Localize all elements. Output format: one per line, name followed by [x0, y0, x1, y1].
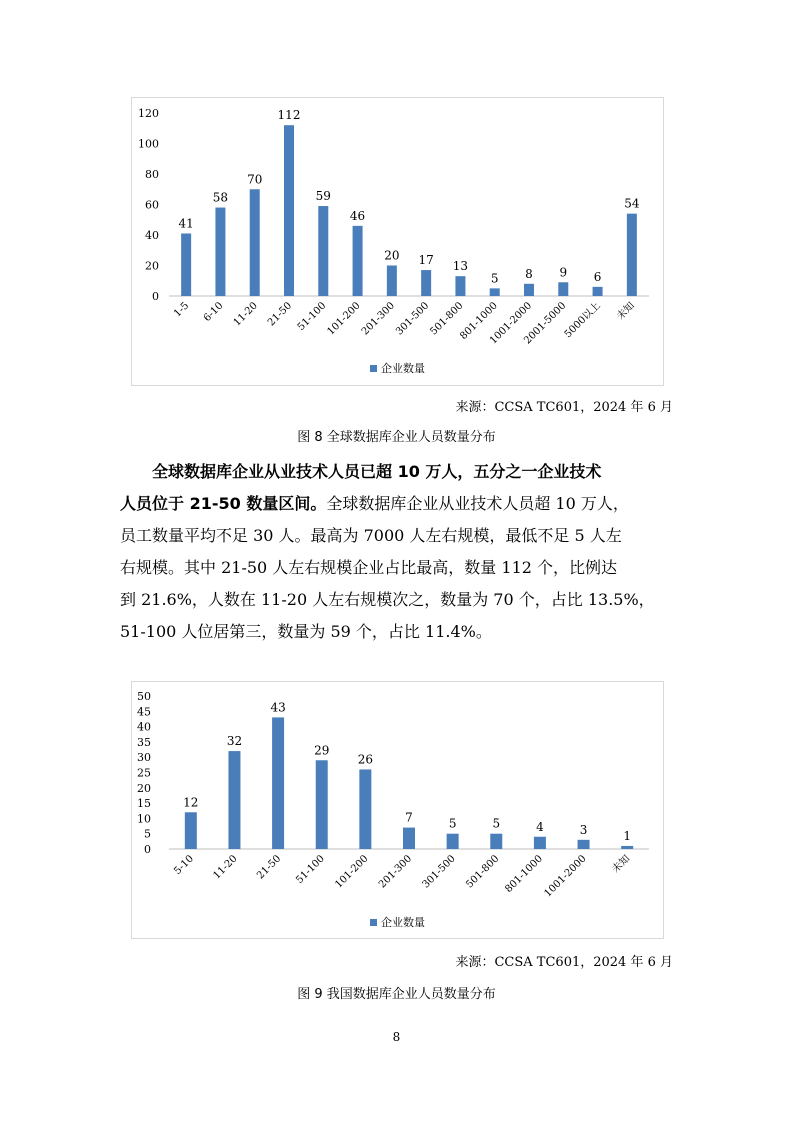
bar [447, 834, 459, 849]
y-tick-label: 0 [152, 290, 159, 303]
x-tick-label: 501-800 [428, 300, 466, 338]
paragraph-line-5 [120, 584, 692, 616]
data-label: 5 [490, 271, 499, 286]
paragraph-line-3 [120, 520, 692, 552]
bar [524, 284, 534, 296]
paragraph-text: 员工数量平均不足 30 人。最高为 7000 人左右规模，最低不足 5 人左 [120, 526, 622, 545]
bar [534, 837, 546, 849]
y-tick-label: 35 [137, 735, 151, 749]
x-tick-label: 1001-2000 [542, 853, 589, 900]
figure-9-chart [131, 681, 664, 939]
figure-8-source: 来源：CCSA TC601，2024 年 6 月 [455, 400, 673, 415]
data-label: 8 [525, 266, 533, 281]
y-tick-label: 100 [138, 137, 159, 151]
x-tick-label: 301-500 [394, 300, 432, 338]
figure-8-legend [370, 360, 425, 376]
x-tick-label: 801-1000 [458, 300, 500, 343]
paragraph-text: 到 21.6%，人数在 11-20 人左右规模次之，数量为 70 个，占比 13.5%， [120, 590, 655, 609]
data-label: 46 [349, 208, 366, 223]
paragraph-line-2 [120, 488, 692, 520]
paragraph-line-1 [120, 456, 692, 488]
x-tick-label: 51-100 [294, 853, 327, 887]
page-number: 8 [392, 1030, 401, 1044]
y-tick-label: 20 [145, 259, 159, 273]
y-tick-label: 45 [137, 705, 151, 719]
body-paragraph [120, 456, 692, 648]
x-tick-label: 1-5 [172, 300, 192, 320]
bar [215, 208, 225, 296]
x-tick-label: 101-200 [325, 300, 363, 338]
x-tick-label: 201-300 [359, 300, 397, 338]
y-tick-label: 40 [137, 720, 151, 734]
x-tick-label: 801-1000 [503, 853, 546, 896]
data-label: 17 [418, 253, 434, 268]
data-label: 70 [247, 172, 263, 187]
paragraph-bold-text: 人员位于 21-50 数量区间。 [120, 494, 327, 513]
figure-9-source: 来源：CCSA TC601，2024 年 6 月 [455, 955, 673, 970]
x-tick-label: 5000以上 [562, 300, 603, 341]
x-tick-label: 5-10 [172, 853, 196, 878]
paragraph-text: 51-100 人位居第三，数量为 59 个，占比 11.4%。 [120, 622, 492, 641]
y-tick-label: 120 [138, 107, 159, 120]
bar [387, 266, 397, 297]
legend-swatch [370, 919, 377, 926]
data-label: 29 [314, 743, 330, 758]
data-label: 12 [183, 795, 199, 810]
figure-9-legend-label: 企业数量 [381, 916, 425, 929]
data-label: 5 [492, 816, 501, 831]
bar [627, 214, 637, 296]
x-tick-label: 11-20 [231, 300, 260, 329]
figure-9-caption: 图 9 我国数据库企业人员数量分布 [297, 987, 496, 1002]
bar [318, 206, 328, 296]
data-label: 20 [384, 248, 400, 263]
y-tick-label: 5 [144, 827, 151, 841]
x-tick-label: 未知 [610, 853, 633, 876]
bar [455, 276, 465, 296]
y-tick-label: 40 [145, 229, 159, 242]
paragraph-bold-text: 全球数据库企业从业技术人员已超 10 万人，五分之一企业技术 [152, 462, 602, 481]
data-label: 6 [593, 269, 602, 284]
bar [621, 846, 633, 849]
bar [250, 189, 260, 296]
x-tick-label: 2001-5000 [522, 300, 569, 347]
x-tick-label: 21-50 [255, 853, 284, 882]
y-tick-label: 60 [145, 198, 159, 212]
bar [593, 287, 603, 296]
x-tick-label: 201-300 [376, 853, 415, 891]
y-tick-label: 10 [137, 812, 151, 826]
paragraph-line-4 [120, 552, 692, 584]
paragraph-text: 右规模。其中 21-50 人左右规模企业占比最高，数量 112 个，比例达 [120, 558, 618, 577]
legend-swatch [370, 365, 377, 372]
data-label: 7 [405, 810, 413, 825]
x-tick-label: 11-20 [211, 853, 240, 882]
x-tick-label: 6-10 [201, 300, 226, 325]
x-tick-label: 21-50 [265, 300, 295, 329]
y-tick-label: 25 [137, 766, 151, 780]
bar [359, 769, 371, 849]
data-label: 54 [624, 196, 640, 211]
bar [558, 282, 568, 296]
bar [228, 751, 240, 849]
figure-8-chart-svg [132, 98, 663, 385]
data-label: 26 [357, 752, 374, 767]
bar [181, 233, 191, 296]
y-tick-label: 50 [137, 690, 151, 703]
data-label: 58 [212, 190, 229, 205]
bar [353, 226, 363, 296]
figure-8-chart [131, 97, 664, 386]
y-tick-label: 15 [137, 797, 151, 811]
bar [490, 834, 502, 849]
x-tick-label: 1001-2000 [487, 300, 535, 347]
bar [490, 288, 500, 296]
figure-8-caption: 图 8 全球数据库企业人员数量分布 [297, 430, 496, 445]
bar [316, 760, 328, 849]
x-tick-label: 501-800 [464, 853, 502, 891]
bar [272, 717, 284, 849]
data-label: 32 [226, 734, 243, 749]
figure-8-legend-label: 企业数量 [381, 362, 425, 375]
x-tick-label: 301-500 [420, 853, 458, 891]
data-label: 3 [579, 822, 588, 837]
paragraph-line-6 [120, 616, 692, 648]
data-label: 59 [315, 189, 331, 204]
y-tick-label: 20 [137, 781, 151, 795]
x-tick-label: 未知 [615, 300, 637, 323]
data-label: 5 [448, 816, 457, 831]
y-tick-label: 0 [144, 843, 151, 856]
bar [284, 125, 294, 296]
data-label: 41 [178, 216, 194, 231]
data-label: 4 [536, 819, 544, 834]
bar [185, 812, 197, 849]
data-label: 9 [559, 265, 568, 280]
bar [421, 270, 431, 296]
data-label: 13 [452, 259, 469, 274]
figure-9-chart-svg [132, 682, 663, 938]
data-label: 1 [623, 828, 632, 843]
data-label: 112 [277, 108, 301, 123]
bar [403, 828, 415, 849]
figure-9-legend [370, 914, 425, 930]
data-label: 43 [270, 700, 286, 715]
bar [578, 840, 590, 849]
x-tick-label: 101-200 [333, 853, 371, 891]
y-tick-label: 30 [137, 751, 151, 765]
paragraph-text: 全球数据库企业从业技术人员超 10 万人， [326, 494, 629, 513]
y-tick-label: 80 [145, 168, 159, 181]
x-tick-label: 51-100 [295, 300, 329, 334]
